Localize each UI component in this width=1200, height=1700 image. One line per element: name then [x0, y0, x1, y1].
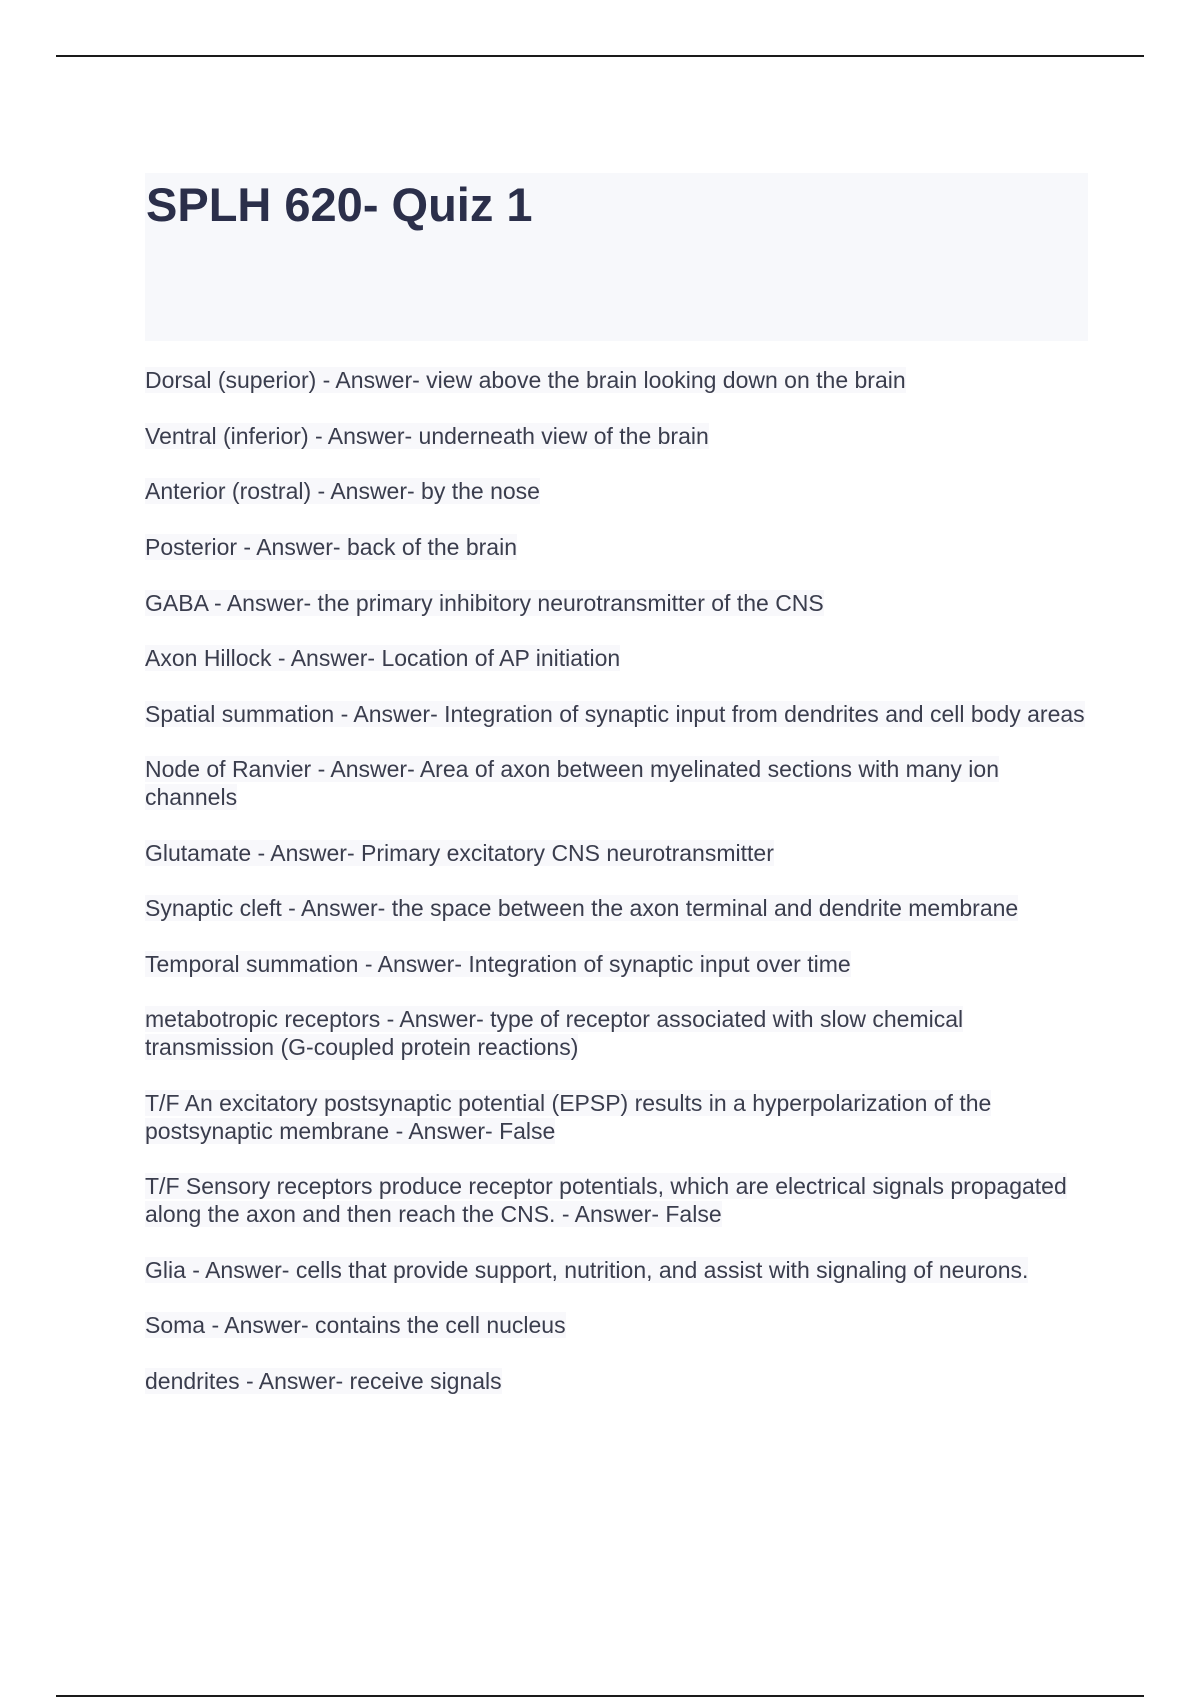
qa-item: Dorsal (superior) - Answer- view above the brain looking down on the brain: [145, 367, 906, 393]
qa-item: dendrites - Answer- receive signals: [145, 1368, 502, 1394]
qa-item: T/F An excitatory postsynaptic potential (EPSP) results in a hyperpolarization of the postsynaptic membrane - Answer- False: [145, 1090, 992, 1144]
top-rule: [56, 55, 1144, 57]
qa-item: Glia - Answer- cells that provide support, nutrition, and assist with signaling of neurons.: [145, 1257, 1029, 1283]
qa-item: Node of Ranvier - Answer- Area of axon between myelinated sections with many ion channels: [145, 756, 999, 810]
qa-item: Axon Hillock - Answer- Location of AP initiation: [145, 645, 621, 671]
qa-item: Glutamate - Answer- Primary excitatory CNS neurotransmitter: [145, 840, 774, 866]
qa-item: Anterior (rostral) - Answer- by the nose: [145, 478, 540, 504]
qa-item: GABA - Answer- the primary inhibitory neurotransmitter of the CNS: [145, 590, 824, 616]
qa-item: Temporal summation - Answer- Integration of synaptic input over time: [145, 951, 851, 977]
qa-item: T/F Sensory receptors produce receptor potentials, which are electrical signals propagated along the axon and then reach the CNS. - Answer- False: [145, 1173, 1067, 1227]
document-title: SPLH 620- Quiz 1: [146, 178, 533, 231]
qa-list: [145, 366, 1085, 1395]
title-block: [145, 173, 1088, 341]
qa-item: Posterior - Answer- back of the brain: [145, 534, 517, 560]
qa-item: Spatial summation - Answer- Integration of synaptic input from dendrites and cell body areas: [145, 701, 1085, 727]
qa-item: Ventral (inferior) - Answer- underneath view of the brain: [145, 423, 709, 449]
qa-item: Synaptic cleft - Answer- the space between the axon terminal and dendrite membrane: [145, 895, 1019, 921]
qa-item: metabotropic receptors - Answer- type of receptor associated with slow chemical transmission (G-coupled protein reactions): [145, 1006, 964, 1060]
qa-item: Soma - Answer- contains the cell nucleus: [145, 1312, 566, 1338]
bottom-rule: [56, 1695, 1144, 1697]
